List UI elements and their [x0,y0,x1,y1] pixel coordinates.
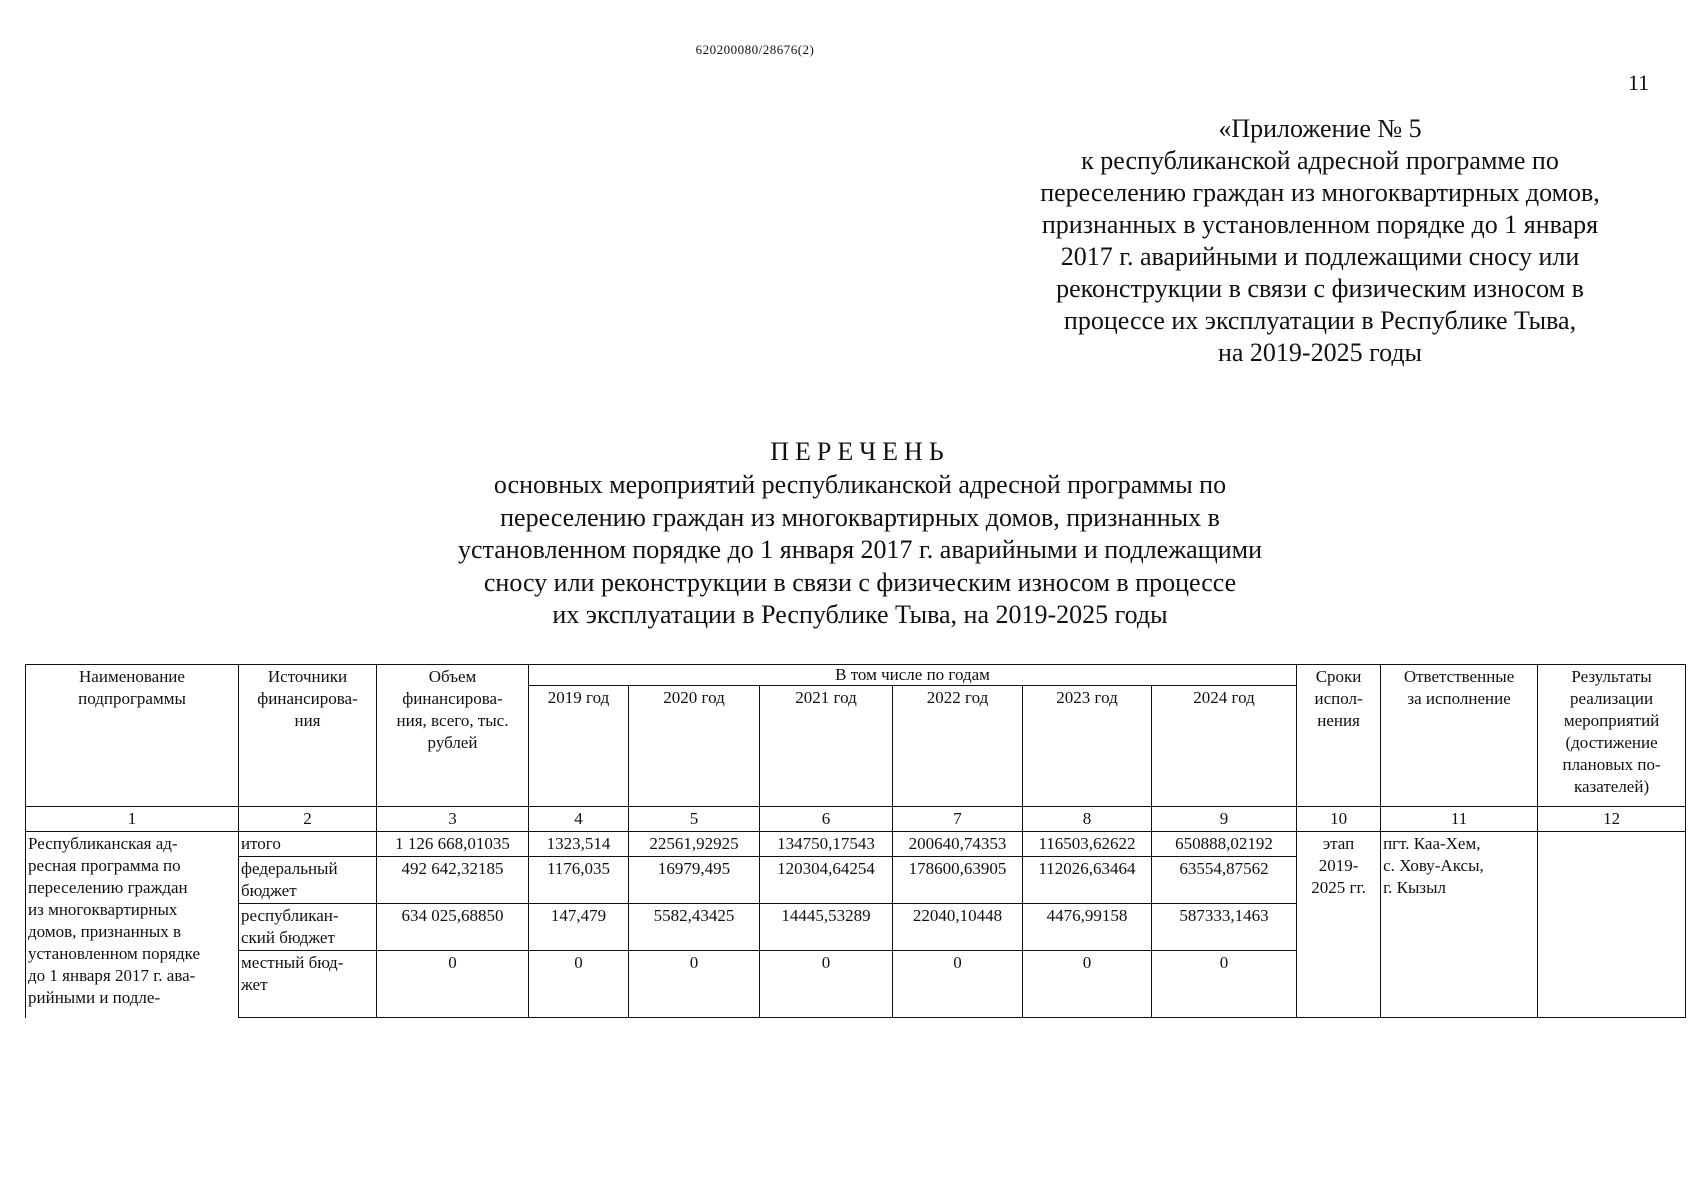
year-value-cell: 116503,62622 [1023,832,1152,857]
year-value-cell: 4476,99158 [1023,904,1152,951]
appendix-line: на 2019-2025 годы [1217,338,1423,367]
responsible-cell [1381,832,1538,1018]
year-value-cell: 0 [760,951,893,1018]
header-text: ния [294,711,321,730]
year-value-cell: 0 [1152,951,1297,1018]
source-text: республикан- [241,906,339,925]
header-results [1538,665,1686,807]
year-value-cell: 112026,63464 [1023,857,1152,904]
program-name-line: ресная программа по [28,856,181,875]
year-value-cell: 5582,43425 [629,904,760,951]
header-text: нения [1317,711,1360,730]
source-text: итого [241,834,281,853]
year-value-cell: 1176,035 [529,857,629,904]
subtitle-line: основных мероприятий республиканской адресной программы по [493,470,1227,499]
results-cell [1538,832,1686,1018]
column-number: 12 [1538,807,1686,832]
table-row [26,832,1686,857]
header-text: финансирова- [257,689,358,708]
program-name-cell [26,832,239,1018]
year-value-cell: 134750,17543 [760,832,893,857]
table-header-row [26,665,1686,686]
source-text: ский бюджет [241,928,335,947]
column-number: 3 [377,807,529,832]
source-text: федеральный [241,859,338,878]
appendix-line: признанных в установленном порядке до 1 января [1041,210,1599,239]
program-name-line: переселению граждан [28,878,188,897]
column-number: 6 [760,807,893,832]
program-name-line: Республиканская ад- [28,834,178,853]
header-year: 2021 год [760,686,893,807]
total-cell: 492 642,32185 [377,857,529,904]
header-year: 2024 год [1152,686,1297,807]
header-terms [1297,665,1381,807]
column-number: 7 [893,807,1023,832]
total-cell: 0 [377,951,529,1018]
source-cell [239,951,377,1018]
header-text: реализации [1570,689,1654,708]
column-number-row [26,807,1686,832]
appendix-header [1000,113,1640,369]
header-text: подпрограммы [78,689,186,708]
list-subtitle [300,469,1420,632]
program-name-line: из многоквартирных [28,900,178,919]
terms-cell [1297,832,1381,1018]
header-name [26,665,239,807]
header-text: плановых по- [1562,755,1661,774]
program-name-line: установленном порядке [28,944,200,963]
header-text: испол- [1314,689,1363,708]
source-cell [239,904,377,951]
header-text: за исполнение [1407,689,1511,708]
header-text: Наименование [79,667,185,686]
appendix-line: 2017 г. аварийными и подлежащими сносу или [1060,242,1580,271]
appendix-line: процессе их эксплуатации в Республике Тыва, [1063,306,1577,335]
appendix-line: реконструкции в связи с физическим износом в [1056,274,1584,303]
responsible-line: с. Хову-Аксы, [1383,856,1484,875]
year-value-cell: 587333,1463 [1152,904,1297,951]
year-value-cell: 0 [1023,951,1152,1018]
year-value-cell: 200640,74353 [893,832,1023,857]
header-text: финансирова- [402,689,503,708]
header-text: Объем [428,667,477,686]
header-text: ния, всего, тыс. [396,711,509,730]
header-year: 2020 год [629,686,760,807]
subtitle-line: их эксплуатации в Республике Тыва, на 2019-2025 годы [552,600,1168,629]
year-value-cell: 650888,02192 [1152,832,1297,857]
terms-line: 2025 гг. [1311,878,1366,897]
header-text: Результаты [1571,667,1652,686]
column-number: 1 [26,807,239,832]
column-number: 11 [1381,807,1538,832]
header-text: Сроки [1315,667,1362,686]
responsible-line: г. Кызыл [1383,878,1446,897]
year-value-cell: 16979,495 [629,857,760,904]
column-number: 2 [239,807,377,832]
header-source [239,665,377,807]
header-text: Ответственные [1403,667,1515,686]
year-value-cell: 120304,64254 [760,857,893,904]
header-text: рублей [427,733,478,752]
subtitle-line: переселению граждан из многоквартирных домов, признанных в [500,502,1220,532]
header-year: 2019 год [529,686,629,807]
source-text: местный бюд- [241,953,344,972]
program-name-line: рийными и подле- [28,988,161,1007]
appendix-line: «Приложение № 5 [1218,114,1422,143]
source-cell [239,832,377,857]
year-value-cell: 0 [893,951,1023,1018]
appendix-line: к республиканской адресной программе по [1081,146,1559,175]
subtitle-line: сносу или реконструкции в связи с физическим износом в процессе [483,567,1237,597]
year-value-cell: 63554,87562 [1152,857,1297,904]
source-cell [239,857,377,904]
year-value-cell: 0 [529,951,629,1018]
terms-line: этап [1322,834,1355,853]
header-volume [377,665,529,807]
header-text: мероприятий [1563,711,1660,730]
page-number: 11 [1628,70,1650,95]
program-name-line: до 1 января 2017 г. ава- [28,966,196,985]
header-year: 2022 год [893,686,1023,807]
column-number: 9 [1152,807,1297,832]
appendix-line: переселению граждан из многоквартирных домов, [1040,178,1600,207]
responsible-line: пгт. Каа-Хем, [1383,834,1481,853]
list-title: ПЕРЕЧЕНЬ [770,437,950,466]
column-number: 10 [1297,807,1381,832]
year-value-cell: 0 [629,951,760,1018]
terms-line: 2019- [1318,856,1359,875]
column-number: 4 [529,807,629,832]
document-id: 620200080/28676(2) [695,42,815,57]
year-value-cell: 147,479 [529,904,629,951]
header-year: 2023 год [1023,686,1152,807]
header-text: (достижение [1565,733,1658,752]
year-value-cell: 14445,53289 [760,904,893,951]
year-value-cell: 22561,92925 [629,832,760,857]
header-responsible [1381,665,1538,807]
header-text: Источники [267,667,348,686]
subtitle-line: установленном порядке до 1 января 2017 г. аварийными и подлежащими [457,535,1263,564]
total-cell: 634 025,68850 [377,904,529,951]
program-name-line: домов, признанных в [28,922,182,941]
year-value-cell: 178600,63905 [893,857,1023,904]
total-cell: 1 126 668,01035 [377,832,529,857]
measures-table [25,664,1686,1018]
year-value-cell: 22040,10448 [893,904,1023,951]
source-text: бюджет [241,881,297,900]
header-text: казателей) [1573,777,1650,796]
header-by-years: В том числе по годам [529,665,1297,686]
year-value-cell: 1323,514 [529,832,629,857]
column-number: 8 [1023,807,1152,832]
source-text: жет [241,975,268,994]
column-number: 5 [629,807,760,832]
